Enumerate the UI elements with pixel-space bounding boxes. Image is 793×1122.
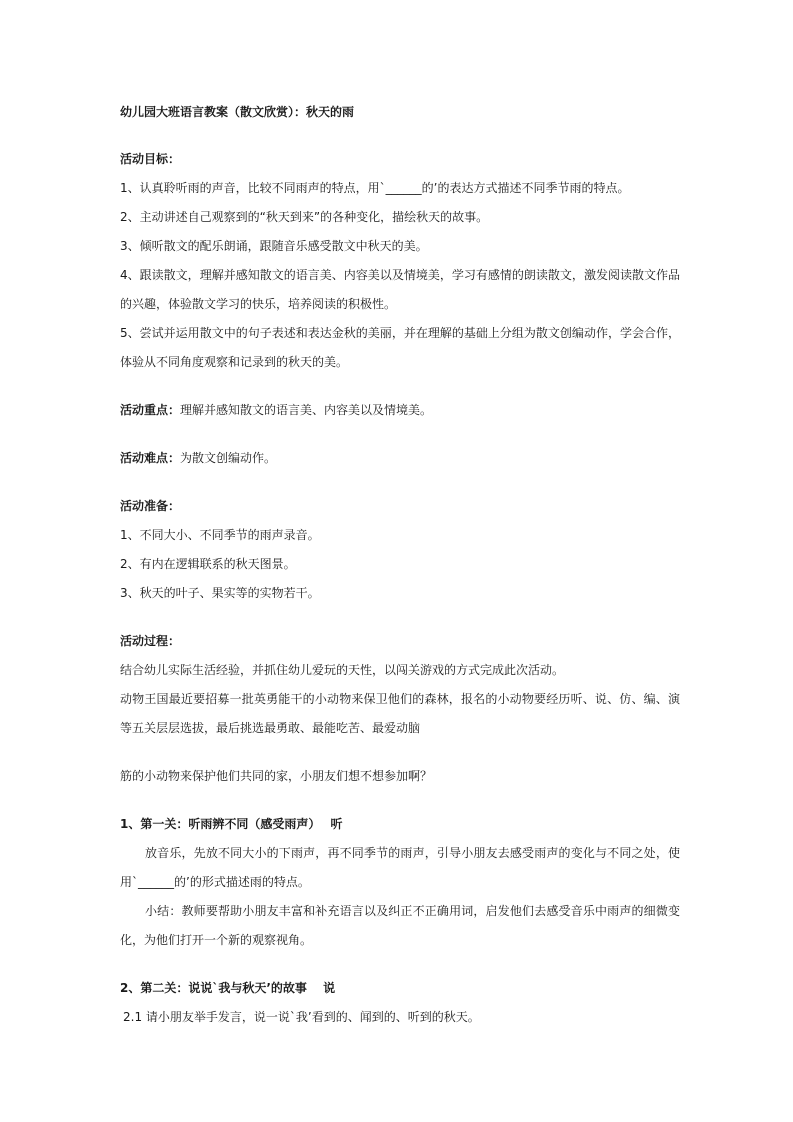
stage-2-heading: 2、第二关：说说`我与秋天’的故事 说 (120, 981, 336, 995)
prep-item-1: 1、不同大小、不同季节的雨声录音。 (120, 528, 320, 542)
stage-1-paragraph-1-line-1: 放音乐，先放不同大小的下雨声，再不同季节的雨声，引导小朋友去感受雨声的变化与不同之处，使 (145, 846, 680, 860)
goal-item-4-line-2: 的兴趣，体验散文学习的快乐，培养阅读的积极性。 (120, 297, 397, 311)
goals-heading: 活动目标： (120, 152, 181, 166)
document-title: 幼儿园大班语言教案（散文欣赏）：秋天的雨 (120, 105, 355, 119)
goal-item-5-line-1: 5、尝试并运用散文中的句子表述和表达金秋的美丽，并在理解的基础上分组为散文创编动作，学会合作， (120, 326, 680, 340)
process-paragraph-3: 筋的小动物来保护他们共同的家，小朋友们想不想参加啊？ (120, 769, 433, 783)
stage-1-summary-line-1: 小结：教师要帮助小朋友丰富和补充语言以及纠正不正确用词，启发他们去感受音乐中雨声的细微变 (145, 904, 680, 918)
goal-item-2: 2、主动讲述自己观察到的“秋天到来”的各种变化，描绘秋天的故事。 (120, 210, 489, 224)
focus-text: 理解并感知散文的语言美、内容美以及情境美。 (180, 403, 433, 417)
stage-1-heading: 1、第一关：听雨辨不同（感受雨声） 听 (120, 817, 343, 831)
prep-item-3: 3、秋天的叶子、果实等的实物若干。 (120, 586, 320, 600)
process-paragraph-2-line-2: 等五关层层选拔，最后挑选最勇敢、最能吃苦、最爱动脑 (120, 721, 421, 735)
process-paragraph-2-line-1: 动物王国最近要招募一批英勇能干的小动物来保卫他们的森林，报名的小动物要经历听、说、仿、编、演 (120, 692, 680, 706)
prep-heading: 活动准备： (120, 499, 181, 513)
stage-1-paragraph-1-line-2: 用`______的’的形式描述雨的特点。 (120, 875, 310, 889)
difficulty-paragraph (120, 450, 680, 466)
focus-paragraph (120, 402, 680, 418)
difficulty-text: 为散文创编动作。 (180, 451, 277, 465)
goal-item-1: 1、认真聆听雨的声音，比较不同雨声的特点，用`______的’的表达方式描述不同季节雨的特点。 (120, 181, 630, 195)
process-heading: 活动过程： (120, 634, 181, 648)
stage-1-summary-line-2: 化，为他们打开一个新的观察视角。 (120, 933, 313, 947)
goal-item-3: 3、倾听散文的配乐朗诵，跟随音乐感受散文中秋天的美。 (120, 239, 428, 253)
stage-2-paragraph-1: 2.1 请小朋友举手发言，说一说`我’看到的、闻到的、听到的秋天。 (123, 1010, 480, 1024)
goal-item-4-line-1: 4、跟读散文，理解并感知散文的语言美、内容美以及情境美，学习有感情的朗读散文，激发阅读散文作品 (120, 268, 680, 282)
prep-item-2: 2、有内在逻辑联系的秋天图景。 (120, 557, 296, 571)
focus-label: 活动重点： (120, 403, 181, 417)
process-paragraph-1: 结合幼儿实际生活经验，并抓住幼儿爱玩的天性，以闯关游戏的方式完成此次活动。 (120, 663, 565, 677)
difficulty-label: 活动难点： (120, 451, 181, 465)
goal-item-5-line-2: 体验从不同角度观察和记录到的秋天的美。 (120, 355, 349, 369)
